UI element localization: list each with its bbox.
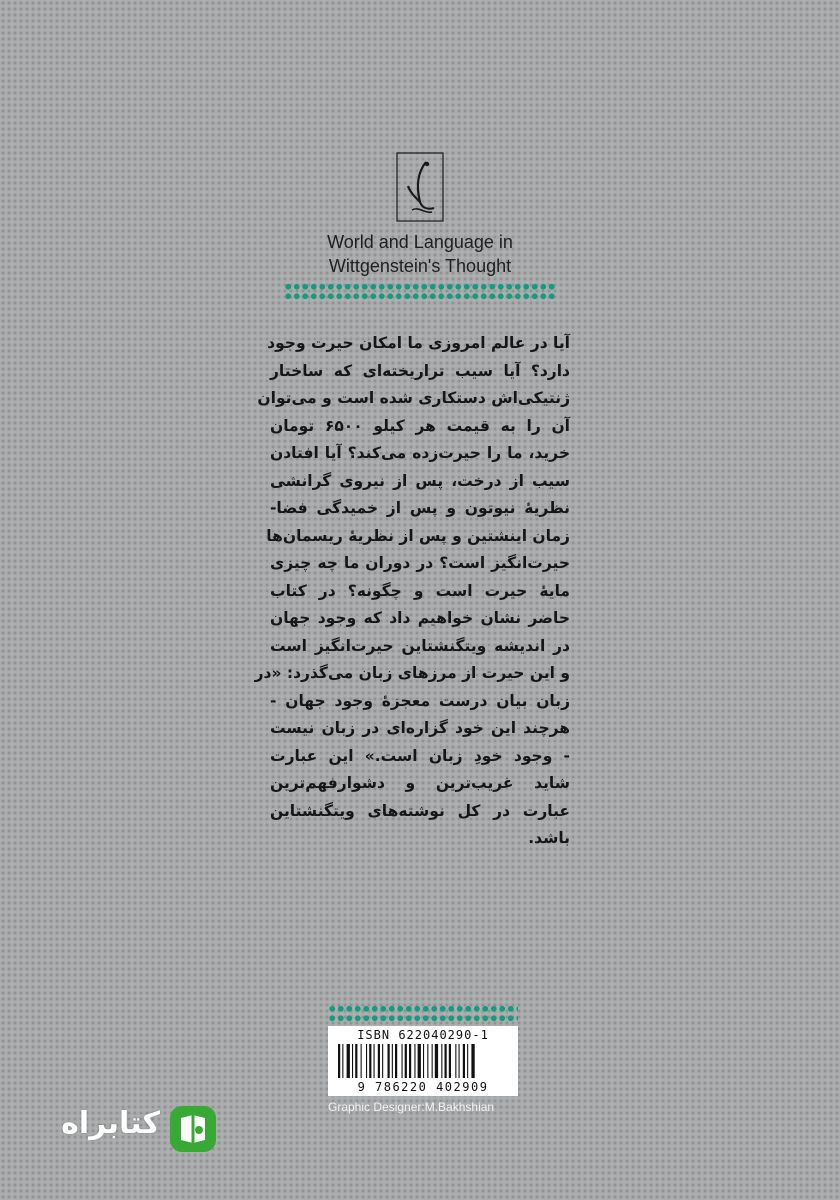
blurb-line: - وجود خودِ زبان است.» این عبارت [270,746,570,765]
blurb-line: خرید، ما را حیرت‌زده می‌کند؟ آیا افتادن [270,444,570,462]
ketabrah-wordmark: کتابراه [61,1106,160,1141]
isbn-label: ISBN 622040290-1 [357,1028,489,1042]
blurb-line: شاید غریب‌ترین و دشوارفهم‌ترین [270,774,570,792]
blurb-line: نظریهٔ نیوتون و پس از خمیدگی فضا- [270,499,570,517]
english-title-line-2: Wittgenstein's Thought [328,256,512,276]
bird-branch-logo-icon [396,152,444,222]
english-title-line-1: World and Language in [327,232,513,252]
blurb-line: زمان اینشتین و پس از نظریهٔ ریسمان‌ها [266,526,570,545]
english-title [270,230,570,278]
blurb-line: هرچند این خود گزاره‌ای در زبان نیست [270,719,570,737]
blurb-line: در اندیشه ویتگنشتاین حیرت‌انگیز است [270,636,570,655]
blurb-line: حاضر نشان خواهیم داد که وجود جهان [270,609,570,627]
blurb-line: آیا در عالم امروزی ما امکان حیرت وجود [267,334,570,352]
decorative-dots-bottom [328,1004,518,1024]
ketabrah-watermark [40,1100,220,1160]
blurb-line: عبارت در کل نوشته‌های ویتگنشتاین [270,801,570,820]
decorative-dots-top [284,282,556,302]
designer-credit: Graphic Designer:M.Bakhshian [328,1100,495,1114]
blurb-line: زبان بیان درست معجزهٔ وجود جهان - [270,691,570,710]
blurb-line: آن را به قیمت هر کیلو ۶۵۰۰ تومان [270,416,570,435]
blurb-line: سیب از درخت، پس از نیروی گرانشی [270,471,570,490]
back-cover-blurb [254,330,570,853]
blurb-line-last: باشد. [528,829,570,847]
barcode-bars [338,1044,508,1078]
blurb-line: حیرت‌انگیز است؟ در دوران ما چه چیزی [270,554,570,572]
ketabrah-book-icon [166,1102,220,1156]
blurb-line: دارد؟ آیا سیب تراریخته‌ای که ساختار [270,361,570,380]
blurb-line: مایهٔ حیرت است و چگونه؟ در کتاب [270,581,570,600]
blurb-line: و این حیرت از مرزهای زبان می‌گذرد: «در [254,664,570,682]
isbn-barcode [328,1026,518,1096]
blurb-line: ژنتیکی‌اش دستکاری شده است و می‌توان [257,389,570,407]
barcode-number: 9 786220 402909 [357,1080,489,1094]
